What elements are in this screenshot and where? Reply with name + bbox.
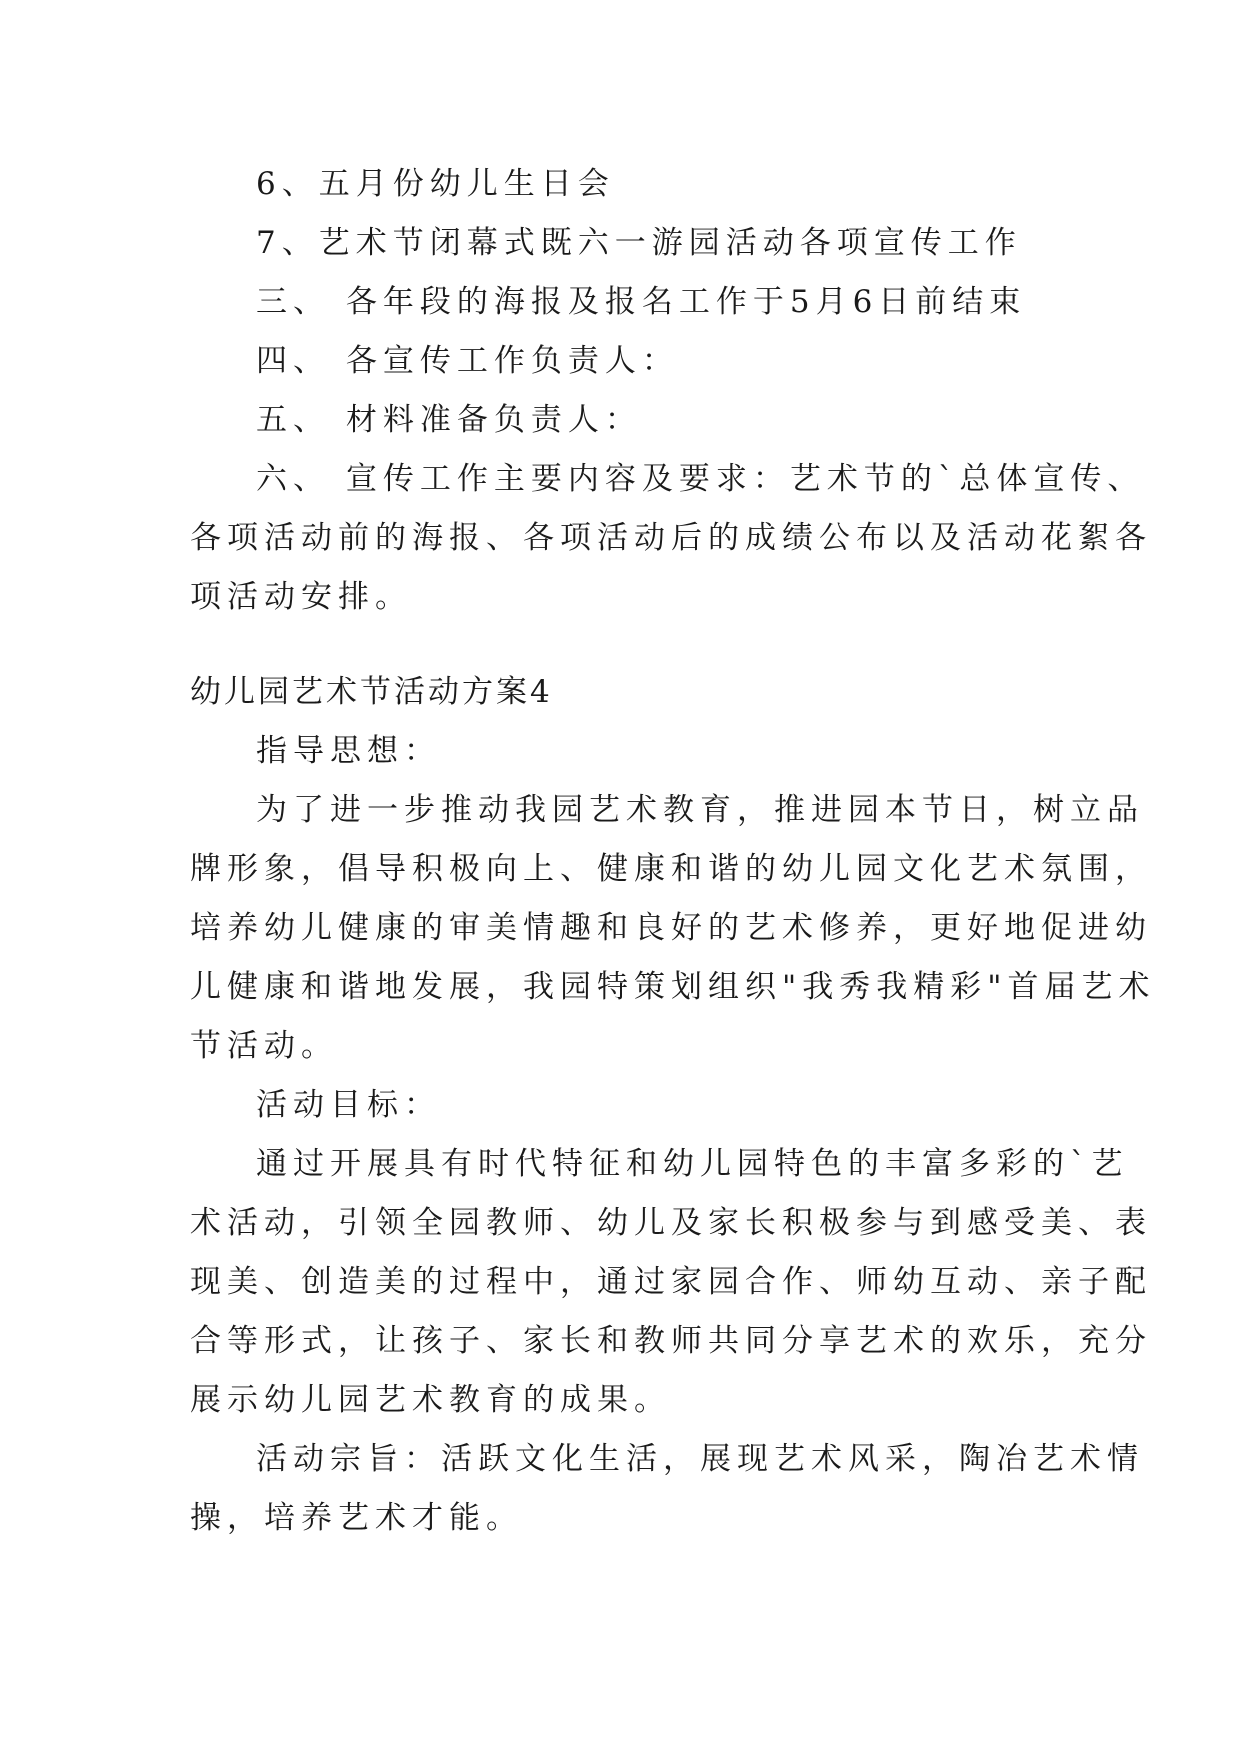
list-item-3: 三、 各年段的海报及报名工作于5月6日前结束	[256, 284, 1027, 320]
paragraph-line: 为了进一步推动我园艺术教育，推进园本节日，树立品	[256, 792, 1144, 828]
paragraph-line: 现美、创造美的过程中，通过家园合作、师幼互动、亲子配	[190, 1264, 1152, 1300]
list-section	[190, 155, 1152, 627]
paragraph-line: 术活动，引领全园教师、幼儿及家长积极参与到感受美、表	[190, 1205, 1152, 1241]
list-item-6-text-line1: 六、 宣传工作主要内容及要求：艺术节的`总体宣传、	[256, 461, 1145, 497]
guiding-thought-heading: 指导思想：	[256, 733, 441, 769]
paragraph-line: 展示幼儿园艺术教育的成果。	[190, 1382, 671, 1418]
section-title: 幼儿园艺术节活动方案4	[190, 674, 553, 710]
paragraph-line: 牌形象，倡导积极向上、健康和谐的幼儿园文化艺术氛围，	[190, 851, 1152, 887]
paragraph-line: 儿健康和谐地发展，我园特策划组织"我秀我精彩"首届艺术	[190, 969, 1156, 1005]
paragraph-line: 通过开展具有时代特征和幼儿园特色的丰富多彩的`艺	[256, 1146, 1129, 1182]
list-item-7: 7、艺术节闭幕式既六一游园活动各项宣传工作	[256, 225, 1022, 261]
paragraph-line: 节活动。	[190, 1028, 338, 1064]
list-item-6-text-line2: 各项活动前的海报、各项活动后的成绩公布以及活动花絮各	[190, 520, 1152, 556]
activity-purpose-line: 活动宗旨：活跃文化生活，展现艺术风采，陶冶艺术情	[256, 1441, 1144, 1477]
paragraph-line: 操，培养艺术才能。	[190, 1500, 523, 1536]
list-item-6: 6、五月份幼儿生日会	[256, 166, 615, 202]
plan-section	[190, 663, 1156, 1548]
activity-goal-heading: 活动目标：	[256, 1087, 441, 1123]
list-item-4: 四、 各宣传工作负责人：	[256, 343, 679, 379]
list-item-5: 五、 材料准备负责人：	[256, 402, 642, 438]
paragraph-line: 合等形式，让孩子、家长和教师共同分享艺术的欢乐，充分	[190, 1323, 1152, 1359]
paragraph-line: 培养幼儿健康的审美情趣和良好的艺术修养，更好地促进幼	[190, 910, 1152, 946]
list-item-6-text-line3: 项活动安排。	[190, 579, 412, 615]
